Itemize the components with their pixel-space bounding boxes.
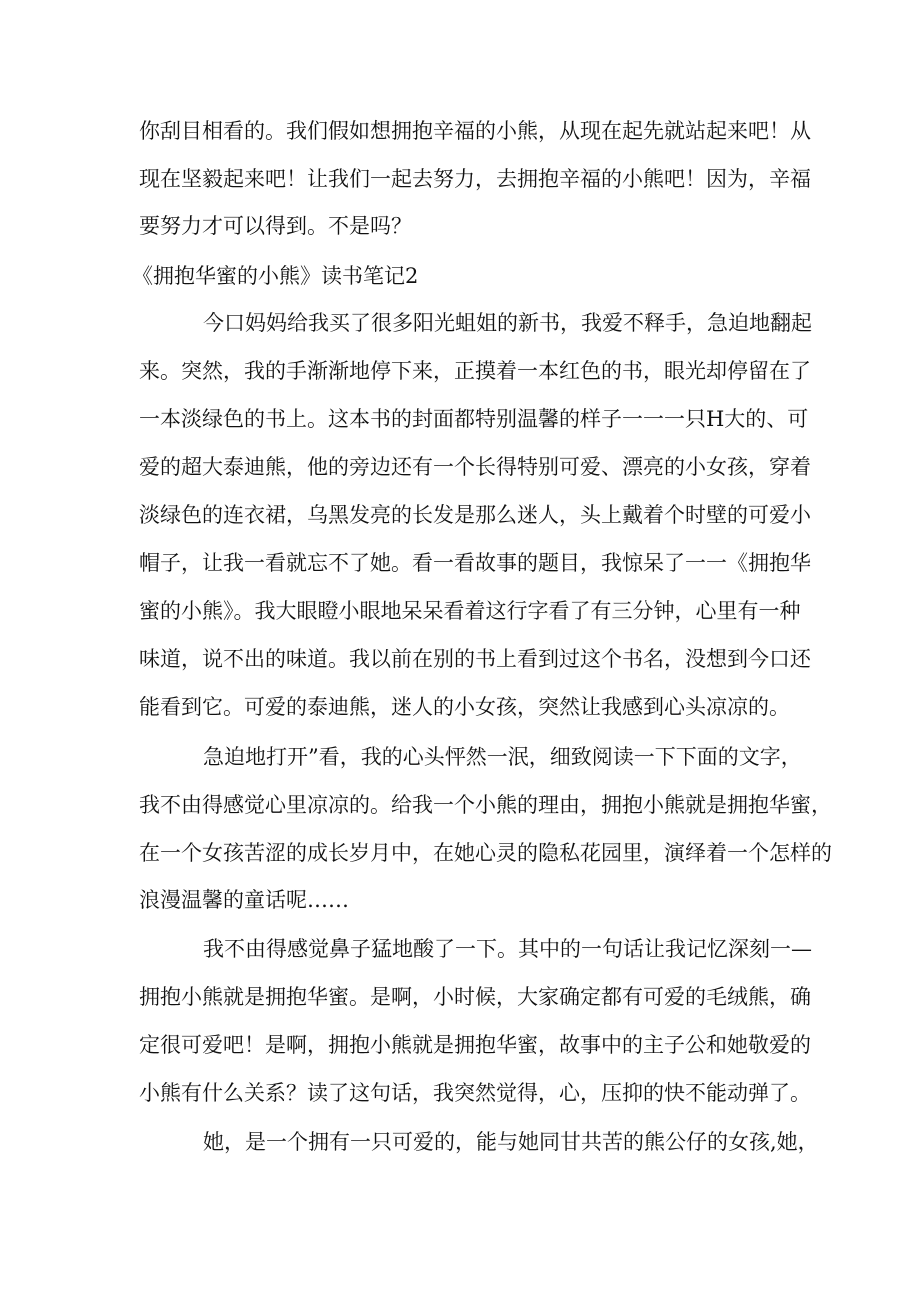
text-line: 你刮目相看的。我们假如想拥抱辛福的小熊，从现在起先就站起来吧！从: [139, 119, 811, 143]
text-line: 拥抱小熊就是拥抱华蜜。是啊，小时候，大家确定都有可爱的毛绒熊，确: [139, 985, 811, 1009]
text-line: 浪漫温馨的童话呢……: [139, 888, 349, 912]
section-heading: 《拥抱华蜜的小熊》读书笔记2: [132, 264, 419, 288]
text-line: 一本淡绿色的书上。这本书的封面都特别温馨的样子一一一只H大的、可: [139, 407, 809, 431]
text-line: 要努力才可以得到。不是吗？: [139, 214, 412, 238]
text-line: 现在坚毅起来吧！让我们一起去努力，去拥抱辛福的小熊吧！因为，辛福: [139, 167, 811, 191]
text-line: 爱的超大泰迪熊，他的旁边还有一个长得特别可爱、漂亮的小女孩，穿着: [139, 455, 811, 479]
text-line: 淡绿色的连衣裙，乌黑发亮的长发是那么迷人，头上戴着个时壁的可爱小: [139, 503, 811, 527]
text-line: 味道，说不出的味道。我以前在别的书上看到过这个书名，没想到今口还: [139, 647, 811, 671]
text-line: 在一个女孩苦涩的成长岁月中，在她心灵的隐私花园里，演绎着一个怎样的: [139, 841, 832, 865]
text-line: 今口妈妈给我买了很多阳光蛆姐的新书，我爱不释手，急迫地翻起: [203, 311, 812, 335]
text-line: 小熊有什么关系？读了这句话，我突然觉得，心，压抑的快不能动弹了。: [139, 1081, 811, 1105]
text-line: 急迫地打开”看，我的心头怦然一泯，细致阅读一下下面的文字，: [203, 745, 802, 769]
text-line: 我不由得感觉心里凉凉的。给我一个小熊的理由，拥抱小熊就是拥抱华蜜，: [139, 793, 832, 817]
text-line: 能看到它。可爱的泰迪熊，迷人的小女孩，突然让我感到心头凉凉的。: [139, 695, 790, 719]
text-line: 定很可爱吧！是啊，拥抱小熊就是拥抱华蜜，故事中的主子公和她敬爱的: [139, 1033, 811, 1057]
text-line: 我不由得感觉鼻子猛地酸了一下。其中的一句话让我记忆深刻一—: [203, 937, 812, 961]
text-line: 帽子，让我一看就忘不了她。看一看故事的题目，我惊呆了一一《拥抱华: [139, 551, 811, 575]
text-line: 她，是一个拥有一只可爱的，能与她同甘共苦的熊公仔的女孩,她，: [203, 1130, 819, 1154]
text-line: 蜜的小熊》。我大眼瞪小眼地呆呆看着这行字看了有三分钟，心里有一种: [139, 599, 801, 623]
text-line: 来。突然，我的手渐渐地停下来，正摸着一本红色的书，眼光却停留在了: [139, 359, 811, 383]
